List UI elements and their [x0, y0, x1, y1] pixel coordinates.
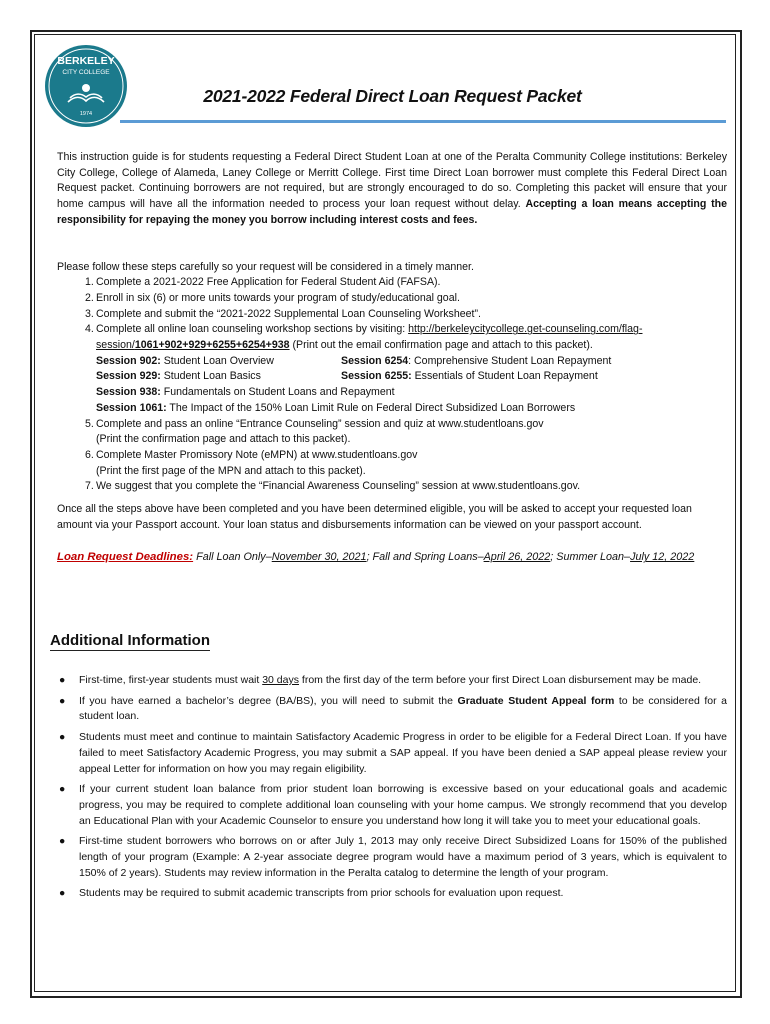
step-item: 7. We suggest that you complete the “Financial Awareness Counseling” session at www.studentloans.gov. — [85, 480, 581, 493]
list-item: ● If you have earned a bachelor’s degree (BA/BS), you will need to submit the Graduate Student Appeal form to be considered for a student loan. — [57, 694, 727, 725]
session-row: Session 902: Student Loan Overview Session 6254: Comprehensive Student Loan Repayment — [96, 354, 612, 367]
session-1061: Session 1061: The Impact of the 150% Loan Limit Rule on Federal Direct Subsidized Loan Borrowers — [96, 401, 576, 414]
bullet-icon: ● — [59, 694, 66, 707]
document-title: 2021-2022 Federal Direct Loan Request Packet — [203, 86, 582, 106]
title-underline — [120, 120, 726, 123]
bullet-icon: ● — [59, 835, 66, 848]
counseling-link[interactable]: http://berkeleycitycollege.get-counseling.com/flag-session/1061+902+929+6255+6254+938 — [96, 323, 643, 352]
session-row: Session 929: Student Loan Basics Session 6255: Essentials of Student Loan Repayment — [96, 370, 598, 383]
berkeley-city-college-logo — [44, 44, 128, 128]
step-item: 3. Complete and submit the “2021-2022 Supplemental Loan Counseling Worksheet”. — [85, 307, 481, 320]
intro-paragraph — [57, 150, 727, 229]
logo-subname: CITY COLLEGE — [62, 69, 110, 76]
bullet-icon: ● — [59, 731, 66, 744]
step-item-4: 4. Complete all online loan counseling workshop sections by visiting: http://berkeleycitycollege.get-counseling.com/flag-session/1061+902+929+6255+6254+938 (Print out the email confirmation page and attach to this packet). Session 902: Student Loan Overview Session 6254: Comprehensive Student Loan Repayment Session 929: Student Loan Basics Session 6255: Essentials of Student Loan Repayment Session 938: Fundamentals on Student Loans and Repayment Session 1061: The Impact of the 150% Loan Limit Rule on Federal Direct Subsidized Loan Borrowers — [57, 322, 727, 416]
intro-text: This instruction guide is for students requesting a Federal Direct Student Loan at one of the Peralta Community College institutions: Berkeley City College, College of Alameda, Laney College or Merritt College. First time Direct Loan borrower must complete this Federal Direct Loan Request packet. Continuing borrowers are not required, but are strongly encouraged to do so. Completing this packet will ensure that your home campus will have all the information needed to process your loan request without delay. — [57, 151, 727, 211]
list-item: ● Students may be required to submit academic transcripts from prior schools for evaluation upon request. — [57, 886, 727, 902]
logo-name: BERKELEY — [57, 55, 115, 67]
list-item: ● Students must meet and continue to maintain Satisfactory Academic Progress in order to be eligible for a Federal Direct Loan. If you have failed to meet Satisfactory Academic Progress, you may submit a SAP appeal. If you have been denied a SAP appeal please review your appeal Letter for information on how you may regain eligibility. — [57, 730, 727, 777]
logo-year: 1974 — [79, 111, 93, 117]
list-item: ● First-time, first-year students must wait 30 days from the first day of the term before your first Direct Loan disbursement may be made. — [57, 673, 727, 689]
additional-info-heading: Additional Information — [50, 632, 210, 649]
step-item: 6. Complete Master Promissory Note (eMPN) at www.studentloans.gov (Print the first page of the MPN and attach to this packet). — [85, 448, 418, 477]
step-item: 5. Complete and pass an online “Entrance Counseling” session and quiz at www.studentloans.gov (Print the confirmation page and attach to this packet). — [85, 417, 544, 446]
steps-intro: Please follow these steps carefully so your request will be considered in a timely manner. — [57, 260, 474, 273]
bullet-icon: ● — [59, 887, 66, 900]
fall-deadline: November 30, 2021 — [271, 551, 367, 564]
bullet-icon: ● — [59, 674, 66, 686]
intro-bold-warning: Accepting a loan means accepting the responsibility for repaying the money you borrow including interest costs and fees. — [57, 198, 727, 226]
deadlines-label: Loan Request Deadlines: — [57, 551, 194, 564]
after-steps-paragraph: Once all the steps above have been completed and you have been determined eligible, you will be asked to accept your requested loan amount via your Passport account. Your loan status and disbursements information can be viewed on your passport account. — [57, 503, 692, 531]
steps-list — [57, 275, 727, 495]
bullet-icon: ● — [59, 783, 66, 796]
spring-deadline: April 26, 2022 — [483, 551, 551, 564]
step-item: 2. Enroll in six (6) or more units towards your program of study/educational goal. — [85, 291, 460, 304]
main-content — [57, 150, 727, 566]
step-item: 1. Complete a 2021-2022 Free Application for Federal Student Aid (FAFSA). — [85, 276, 441, 289]
session-938: Session 938: Fundamentals on Student Loans and Repayment — [96, 386, 395, 399]
list-item: ● If your current student loan balance from prior student loan borrowing is excessive based on your educational goals and academic progress, you may be required to complete additional loan counseling with your home campus. We strongly recommend that you develop an Educational Plan with your Academic Counselor to ensure you understand how long it will take you to meet your educational goals. — [57, 782, 727, 829]
summer-deadline: July 12, 2022 — [630, 551, 695, 564]
loan-deadlines: Loan Request Deadlines: Fall Loan Only–November 30, 2021; Fall and Spring Loans–April 26, 2022; Summer Loan–July 12, 2022 — [57, 551, 695, 564]
additional-info-list — [57, 673, 727, 907]
list-item: ● First-time student borrowers who borrows on or after July 1, 2013 may only receive Direct Subsidized Loans for 150% of the published length of your program (Example: A 2-year associate degree program would have a maximum period of 3 years, which is equivalent to 150% of 2 years). Students may review information in the Peralta catalog to determine the length of your program. — [57, 834, 727, 881]
